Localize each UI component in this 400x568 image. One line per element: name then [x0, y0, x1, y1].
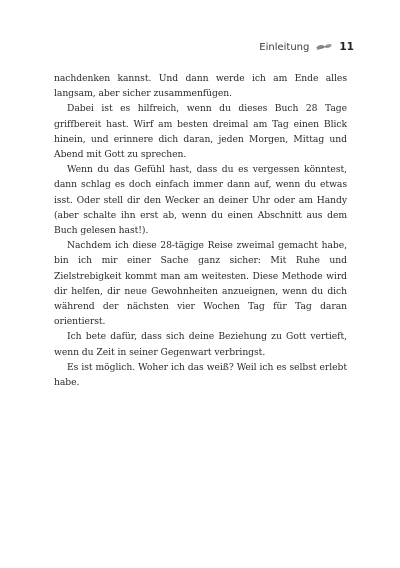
chapter-title: Einleitung [259, 41, 310, 53]
paragraph: Es ist möglich. Woher ich das weiß? Weil ich es selbst erlebt habe. [54, 361, 347, 389]
body-text [54, 71, 347, 390]
page-number: 11 [339, 41, 354, 53]
running-head [259, 41, 354, 53]
paragraph: Nachdem ich diese 28-tägige Reise zweimal gemacht habe, bin ich mir einer Sache ganz sicher: Mit Ruhe und Zielstrebigkeit kommt man am weitesten. Diese Methode wird dir helfen, dir neue Gewohnheiten anzueignen, wenn du dich während der nächsten vier Wochen Tag für Tag daran orientierst. [54, 240, 347, 328]
paragraph: Dabei ist es hilfreich, wenn du dieses Buch 28 Tage griffbereit hast. Wirf am besten dreimal am Tag einen Blick hinein, und erinnere dich daran, jeden Morgen, Mittag und Abend mit Gott zu sprechen. [54, 103, 347, 161]
paragraph: Ich bete dafür, dass sich deine Beziehung zu Gott vertieft, wenn du Zeit in seiner Gegenwart verbringst. [54, 331, 347, 358]
paragraph: nachdenken kannst. Und dann werde ich am Ende alles langsam, aber sicher zusammenfügen. [54, 73, 347, 100]
leaf-ornament-icon [315, 42, 333, 52]
paragraph: Wenn du das Gefühl hast, dass du es vergessen könntest, dann schlag es doch einfach immer dann auf, wenn du etwas isst. Oder stell dir den Wecker an deiner Uhr oder am Handy (aber schalte ihn erst ab, wenn du einen Abschnitt aus dem Buch gelesen hast!). [54, 164, 347, 237]
